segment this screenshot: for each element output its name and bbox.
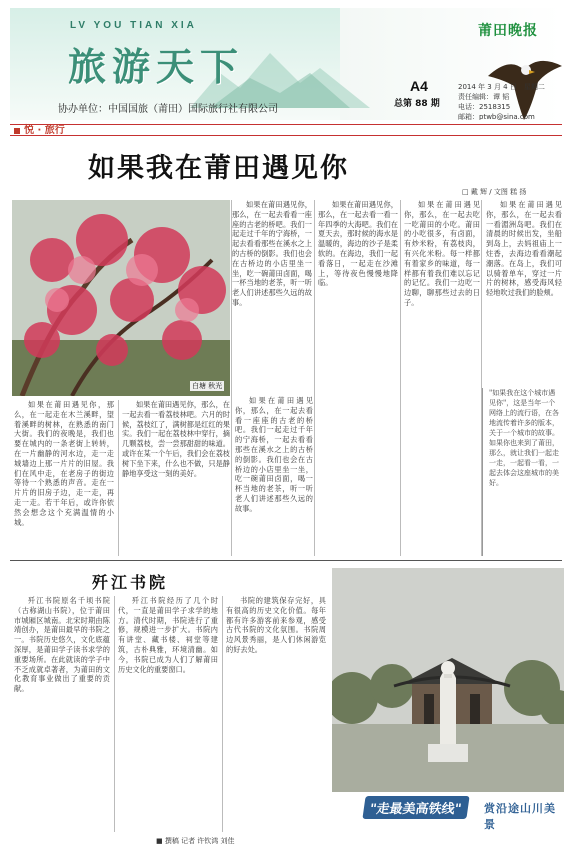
section-label: 悦 · 旅行 (24, 125, 65, 136)
masthead-info (458, 82, 545, 120)
article-column (14, 400, 114, 556)
article-paragraph: 如果在莆田遇见你，那么，在一起去看看一座座的古老的桥吧。我们一起走过千年的宁海桥，一起去看看那些在溪水之上的古桥的倒影。我们也会在古桥边的小店里坐一坐，吃一碗莆田卤面，喝一杯当地的老茶，听一听老人们讲述那些久远的故事。 (232, 200, 312, 307)
article-paragraph: 如果在莆田遇见你，那么，在一起去看一看湄洲岛吧。我们在清晨的时候出发，坐船到岛上，去妈祖庙上一炷香，去海边看看潮起潮落。在岛上，我们可以骑着单车，穿过一片片的树林，感受海风轻轻地吹过我们的脸颊。 (486, 200, 562, 298)
lower-column (14, 596, 110, 832)
poem-sidebar: "如果我在这个城市遇见你"，这是当年一个网络上的流行语，在各地流传着许多的版本，关于一个城市的故事。如果你也来到了莆田，那么，就让我们一起走一走，一起看一看，一起去体会这座城市的美好。 (482, 388, 562, 556)
section-marker-icon (14, 128, 20, 134)
headline: 如果我在莆田遇见你 (88, 153, 349, 184)
article-paragraph: 如果在莆田遇见你，那么，在一起去看一看荔枝林吧。六月的时候，荔枝红了，满树都是红红的果实。我们一起在荔枝林中穿行，摘几颗荔枝，尝一尝那甜甜的味道。或许在某一个午后，我们会在荔枝树下坐下来，什么也不做，只是静静地享受这一刻的美好。 (122, 400, 230, 478)
lower-column (118, 596, 218, 832)
banner-highlight: "走最美高铁线" (362, 796, 469, 819)
article-column (318, 200, 398, 556)
column-divider (118, 400, 119, 556)
column-divider (400, 200, 401, 556)
lower-paragraph: 歼江书院经历了几个时代，一直是莆田学子求学的地方。清代时期，书院进行了重修，规模进一步扩大。书院内有讲堂、藏书楼、祠堂等建筑，古朴典雅，环境清幽。如今，书院已成为人们了解莆田历史文化的重要窗口。 (118, 596, 218, 674)
article-byline: □ 戴 辉 / 文图 糕 扬 (462, 188, 527, 196)
academy-illustration-icon (332, 568, 564, 792)
article-column (486, 200, 562, 384)
masthead-sponsor: 协办单位：中国国旅（莆田）国际旅行社有限公司 (58, 104, 278, 115)
column-divider (314, 200, 315, 556)
lower-article-title: 歼江书院 (92, 573, 169, 592)
blossom-illustration-icon (12, 200, 230, 396)
lower-paragraph: 歼江书院原名千顷书院（古称湖山书院），位于莆田市城厢区城南。北宋时期由陈靖创办，是莆田最早的书院之一。书院历史悠久，文化底蕴深厚，是莆田学子读书求学的重要场所。在此就读的学子中不乏成就卓著者，为莆田的文化教育事业做出了重要的贡献。 (14, 596, 110, 694)
page-number: A4 (410, 78, 428, 94)
academy-statue-photo (332, 568, 564, 792)
issue-number: 总第 88 期 (394, 99, 440, 109)
banner-text: 赏沿途山川美景 (484, 802, 556, 831)
peach-blossom-photo (12, 200, 230, 396)
article-column (235, 396, 313, 556)
info-line: 责任编辑：谭 韬 (458, 93, 510, 101)
lower-paragraph: 书院的建筑保存完好，具有很高的历史文化价值。每年都有许多游客前来参观，感受古代书院的文化氛围。书院周边风景秀丽，是人们休闲游览的好去处。 (226, 596, 326, 654)
info-line: 2014 年 3 月 4 日 星期二 (458, 83, 545, 91)
section-bar (10, 124, 562, 136)
section-divider (10, 560, 562, 561)
masthead-english-title: LV YOU TIAN XIA (70, 20, 197, 31)
column-divider (231, 200, 232, 556)
lower-byline: ■ 撰稿 记者 许钦鸿 刘佳 (156, 837, 235, 845)
newspaper-name: 莆田晚报 (478, 23, 538, 39)
info-line: 电话：2518315 (458, 103, 511, 111)
lower-column (226, 596, 326, 832)
article-paragraph: 如果在莆田遇见你，那么，在一起走在木兰溪畔，望着溪畔的树林，在熟悉的南门大街。我们的夜晚是，我们也要在城内的一条老街上转转，在一片幽静的河水边，走一走城墙边上那一片片的旧屋。我们在风中走，在老房子的街边等待一个熟悉的声音。走在一片片的旧房子边，走一走，再走一走。若干年后，或许你依然会想念这个充满温情的小城。 (14, 400, 114, 527)
masthead-logo-title: 旅游天下 (68, 44, 245, 89)
article-paragraph: 如果在莆田遇见你，那么，在一起去吃一吃莆田的小吃。莆田的小吃很多，有卤面，有炒米粉，有荔枝肉，有兴化米粉。每一样都有着家乡的味道，每一样都有着我们难以忘记的记忆。我们一边吃一边聊，聊那些过去的日子。 (404, 200, 480, 307)
column-divider (114, 596, 115, 832)
masthead (10, 8, 562, 120)
column-divider (222, 596, 223, 832)
high-speed-rail-banner (364, 794, 564, 831)
info-line: 邮箱：ptwb@sina.com (458, 113, 535, 120)
article-column (232, 200, 312, 390)
article-column (122, 400, 230, 556)
article-paragraph: 如果在莆田遇见你，那么，在一起去看看一座座的古老的桥吧。我们一起走过千年的宁海桥，一起去看看那些在溪水之上的古桥的倒影。我们也会在古桥边的小店里坐一坐，吃一碗莆田卤面，喝一杯当地的老茶，听一听老人们讲述那些久远的故事。 (235, 396, 313, 513)
photo-caption: 白塘 秋光 (192, 382, 223, 390)
article-column (404, 200, 480, 556)
article-paragraph: 如果在莆田遇见你，那么，在一起去看一看一年四季的大海吧。我们在夏天去，那时候的海水是温暖的，海边的沙子是柔软的。在海边，我们一起看落日，一起走在沙滩上，等待夜色慢慢地降临。 (318, 200, 398, 288)
